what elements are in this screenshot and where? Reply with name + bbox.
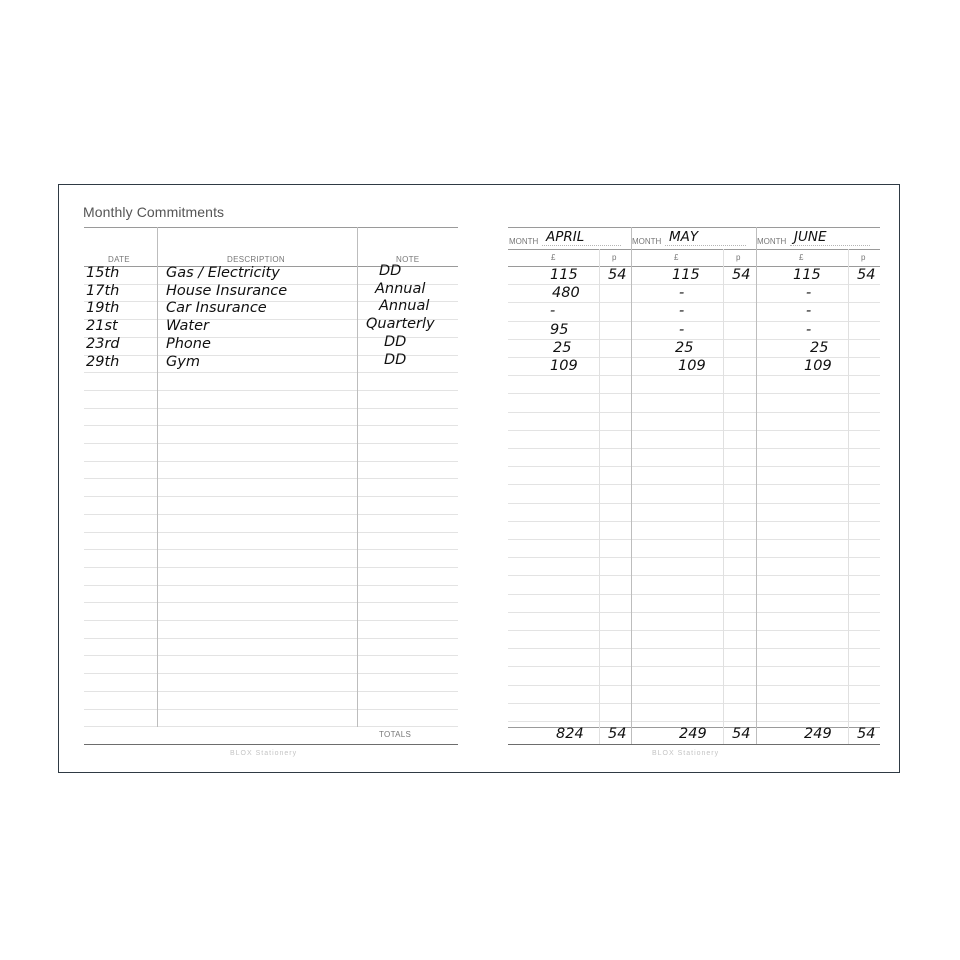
month-label: MONTH	[632, 237, 662, 246]
row-rule	[84, 514, 458, 515]
row-description: House Insurance	[166, 282, 288, 299]
pounds-value: 109	[804, 358, 832, 374]
row-rule	[84, 726, 458, 727]
row-date: 15th	[86, 265, 120, 281]
pound-header: £	[551, 253, 556, 262]
row-rule	[84, 390, 458, 391]
pounds-value: -	[679, 303, 685, 320]
row-rule	[84, 655, 458, 656]
row-rule	[508, 685, 880, 686]
pence-value: 54	[732, 267, 751, 283]
pounds-value: 25	[675, 339, 694, 356]
row-rule	[508, 721, 880, 722]
row-note: DD	[379, 263, 402, 279]
pound-header: £	[674, 253, 679, 262]
row-rule	[508, 630, 880, 631]
month-dotted-line	[542, 245, 621, 246]
pounds-value: 115	[550, 267, 578, 283]
header-note: NOTE	[396, 255, 420, 264]
month-name: APRIL	[546, 229, 585, 245]
row-rule	[84, 443, 458, 444]
row-rule	[84, 496, 458, 497]
pounds-value: 109	[550, 358, 578, 374]
total-pounds: 249	[804, 726, 832, 742]
row-rule	[508, 393, 880, 394]
row-rule	[508, 575, 880, 576]
row-rule	[84, 638, 458, 639]
row-date: 23rd	[86, 335, 120, 352]
pounds-value: -	[806, 303, 812, 320]
row-note: Annual	[375, 280, 426, 297]
pence-value: 54	[608, 267, 627, 283]
row-rule	[84, 461, 458, 462]
row-rule	[508, 648, 880, 649]
row-rule	[84, 673, 458, 674]
row-rule	[84, 478, 458, 479]
column-divider	[157, 227, 158, 727]
row-rule	[508, 466, 880, 467]
row-rule	[508, 503, 880, 504]
row-rule	[84, 408, 458, 409]
month-rule	[508, 249, 880, 250]
row-rule	[508, 612, 880, 613]
pounds-value: 109	[678, 358, 706, 374]
total-pounds: 824	[556, 726, 584, 742]
row-rule	[84, 602, 458, 603]
table-top-rule	[508, 227, 880, 228]
row-note: DD	[384, 351, 407, 368]
pounds-value: 480	[552, 285, 580, 302]
row-description: Gym	[166, 353, 200, 370]
month-divider	[756, 227, 757, 744]
pounds-value: -	[679, 321, 685, 338]
row-rule	[84, 372, 458, 373]
pence-header: p	[612, 253, 617, 262]
totals-rule	[508, 744, 880, 745]
row-rule	[508, 375, 880, 376]
total-pence: 54	[857, 726, 876, 742]
row-rule	[508, 703, 880, 704]
pound-header: £	[799, 253, 804, 262]
row-rule	[84, 549, 458, 550]
row-date: 21st	[86, 318, 118, 335]
page-title: Monthly Commitments	[83, 204, 225, 220]
pounds-value: 115	[793, 267, 821, 283]
pounds-value: 25	[553, 339, 572, 356]
total-pence: 54	[608, 726, 627, 742]
pounds-value: 95	[550, 321, 569, 338]
month-dotted-line	[790, 245, 870, 246]
row-rule	[508, 521, 880, 522]
footer-brand-right: BLOX Stationery	[652, 750, 720, 757]
header-date: DATE	[108, 255, 130, 264]
pence-header: p	[861, 253, 866, 262]
row-date: 29th	[86, 353, 120, 370]
column-divider	[357, 227, 358, 727]
row-rule	[508, 484, 880, 485]
row-rule	[508, 412, 880, 413]
row-rule	[508, 594, 880, 595]
pence-divider	[848, 249, 849, 744]
row-note: DD	[384, 333, 407, 350]
pence-divider	[723, 249, 724, 744]
row-rule	[84, 620, 458, 621]
row-rule	[84, 567, 458, 568]
row-rule	[508, 302, 880, 303]
row-note: Quarterly	[366, 316, 435, 333]
row-description: Car Insurance	[166, 300, 267, 317]
header-description: DESCRIPTION	[227, 255, 285, 264]
month-label: MONTH	[757, 237, 787, 246]
month-name: MAY	[669, 229, 699, 245]
pounds-value: -	[806, 321, 812, 338]
row-description: Water	[166, 318, 209, 335]
pounds-value: 25	[810, 339, 829, 356]
row-rule	[508, 666, 880, 667]
row-rule	[508, 430, 880, 431]
pounds-value: -	[550, 303, 556, 320]
row-rule	[508, 557, 880, 558]
row-rule	[84, 425, 458, 426]
pounds-value: -	[679, 285, 685, 302]
table-top-rule	[84, 227, 458, 228]
month-label: MONTH	[509, 237, 539, 246]
row-rule	[84, 585, 458, 586]
total-pounds: 249	[679, 726, 707, 742]
pence-header: p	[736, 253, 741, 262]
month-divider	[631, 227, 632, 744]
row-note: Annual	[379, 298, 430, 315]
total-pence: 54	[732, 726, 751, 742]
row-date: 17th	[86, 282, 120, 299]
pounds-value: -	[806, 285, 812, 302]
pounds-value: 115	[672, 267, 700, 283]
month-dotted-line	[665, 245, 746, 246]
row-rule	[508, 448, 880, 449]
row-date: 19th	[86, 300, 120, 317]
row-rule	[508, 539, 880, 540]
row-rule	[84, 691, 458, 692]
footer-brand-left: BLOX Stationery	[230, 750, 298, 757]
row-description: Phone	[166, 335, 211, 352]
pence-value: 54	[857, 267, 876, 283]
row-rule	[84, 532, 458, 533]
pence-divider	[599, 249, 600, 744]
row-rule	[84, 709, 458, 710]
month-name: JUNE	[794, 229, 827, 245]
totals-label: TOTALS	[379, 730, 412, 739]
row-description: Gas / Electricity	[166, 265, 280, 281]
totals-rule	[84, 744, 458, 745]
